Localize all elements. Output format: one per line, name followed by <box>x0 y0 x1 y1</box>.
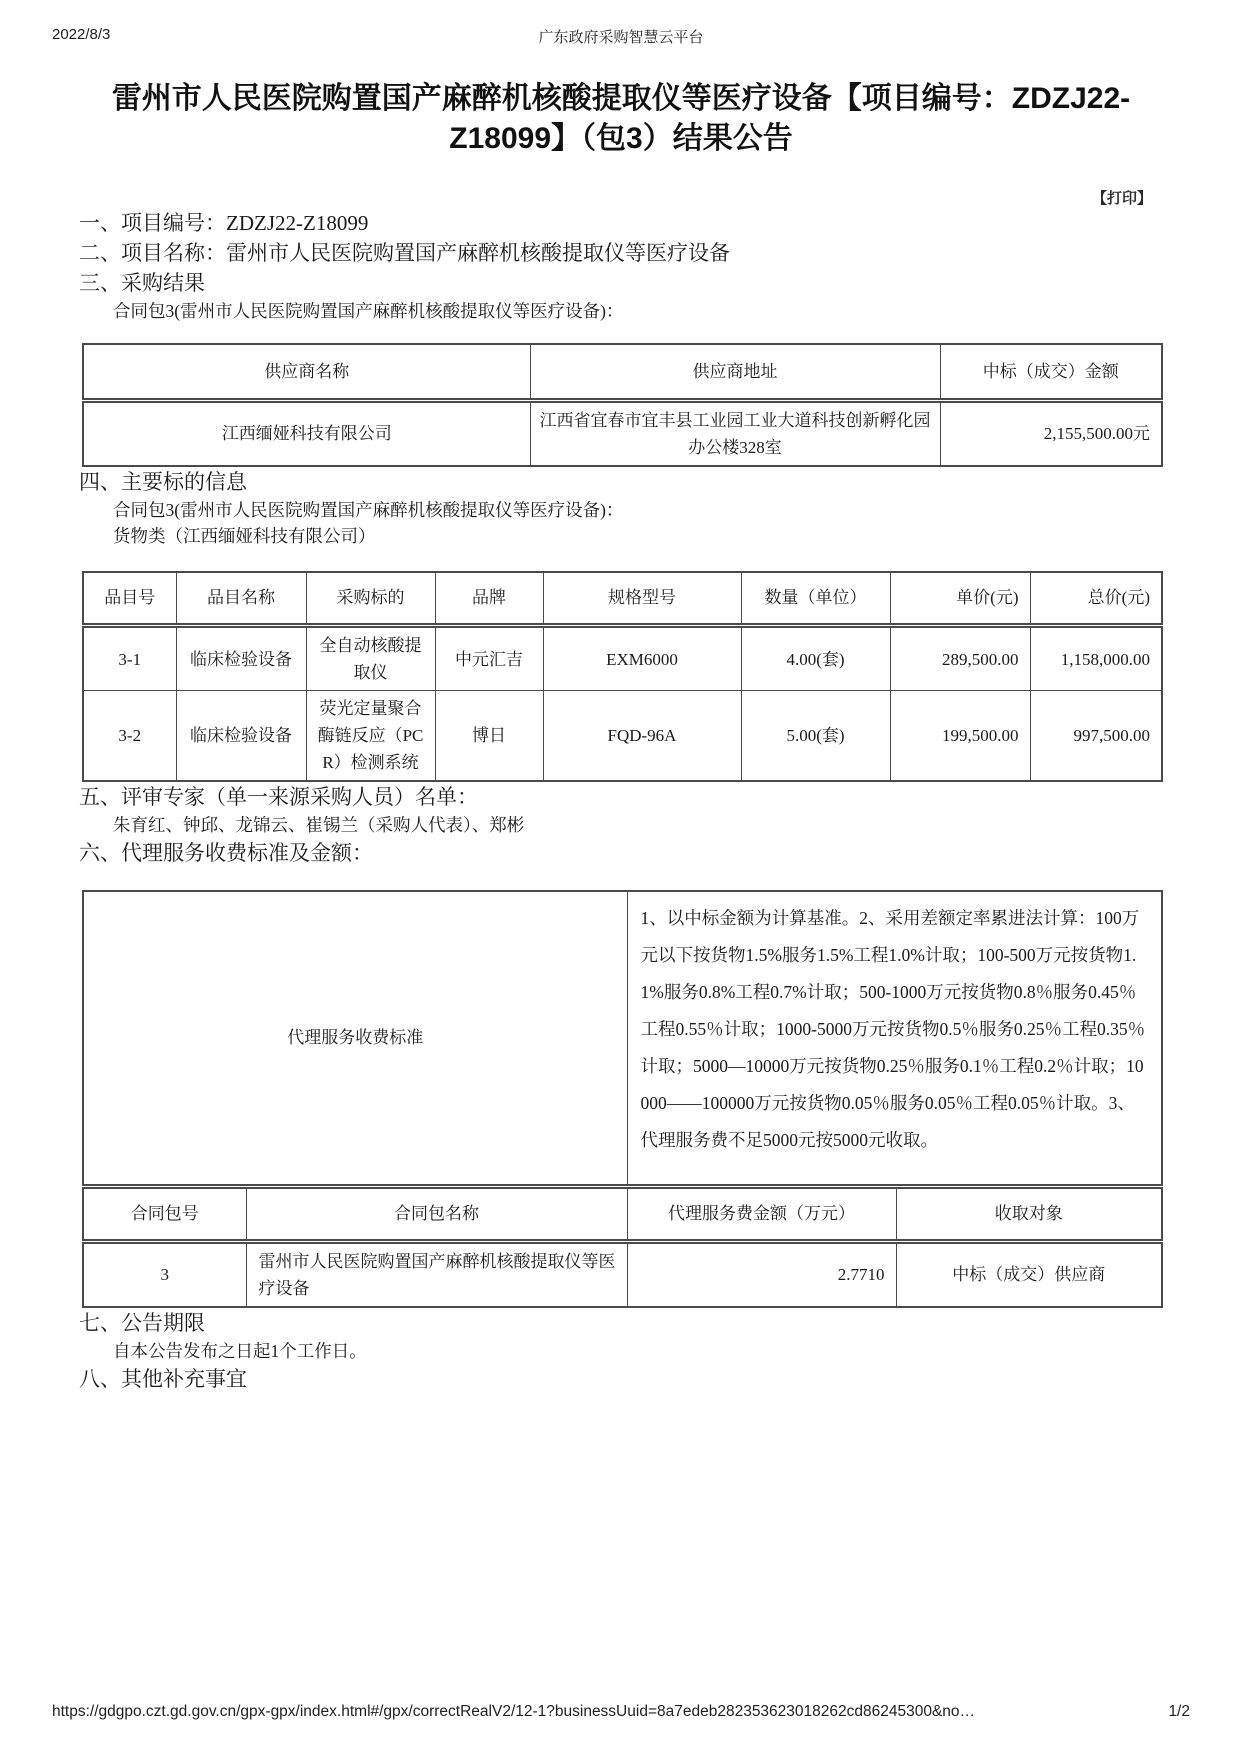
footer-url: https://gdgpo.czt.gd.gov.cn/gpx-gpx/index.html#/gpx/correctRealV2/12-1?businessUuid=8a7edeb282353623018262cd86245300&no… <box>52 1703 976 1720</box>
page-title: 雷州市人民医院购置国产麻醉机核酸提取仪等医疗设备【项目编号：ZDZJ22-Z18099】（包3）结果公告 <box>111 82 1131 155</box>
site-name: 广东政府采购智慧云平台 <box>538 29 704 46</box>
item-category-cell: 临床检验设备 <box>176 691 306 782</box>
column-header: 单价(元) <box>890 572 1030 626</box>
column-header: 数量（单位） <box>741 572 890 626</box>
column-header: 规格型号 <box>543 572 741 626</box>
section-heading-subject: 四、主要标的信息 <box>79 469 247 494</box>
agency-fee-data-row <box>83 1241 1162 1307</box>
experts-names: 朱育红、钟邱、龙锦云、崔锡兰（采购人代表）、郑彬 <box>113 815 525 835</box>
supplier-name-cell: 江西缅娅科技有限公司 <box>83 400 530 466</box>
print-button[interactable]: 【打印】 <box>1091 191 1152 207</box>
supplier-address-cell: 江西省宜春市宜丰县工业园工业大道科技创新孵化园办公楼328室 <box>530 400 940 466</box>
section-heading-other: 八、其他补充事宜 <box>79 1366 247 1391</box>
agency-fee-table <box>82 890 1163 1308</box>
agency-fee-header-row <box>83 1186 1162 1241</box>
column-header: 供应商地址 <box>530 344 940 400</box>
column-header: 采购标的 <box>306 572 435 626</box>
result-intro: 合同包3(雷州市人民医院购置国产麻醉机核酸提取仪等医疗设备)： <box>113 301 624 321</box>
fee-standard-label-cell: 代理服务收费标准 <box>83 891 627 1186</box>
subject-category: 货物类（江西缅娅科技有限公司） <box>113 525 376 546</box>
items-table-header-row <box>83 572 1162 626</box>
item-subject-cell: 全自动核酸提取仪 <box>306 626 435 691</box>
package-no-cell: 3 <box>83 1241 246 1307</box>
section-heading-notice-period: 七、公告期限 <box>79 1310 205 1335</box>
column-header: 中标（成交）金额 <box>940 344 1162 400</box>
print-row <box>0 187 1242 208</box>
column-header: 收取对象 <box>896 1186 1162 1241</box>
item-total-price-cell: 1,158,000.00 <box>1030 626 1162 691</box>
package-name-cell: 雷州市人民医院购置国产麻醉机核酸提取仪等医疗设备 <box>246 1241 627 1307</box>
section-heading-result: 三、采购结果 <box>79 271 205 295</box>
column-header: 代理服务费金额（万元） <box>627 1186 896 1241</box>
item-unit-price-cell: 289,500.00 <box>890 626 1030 691</box>
column-header: 供应商名称 <box>83 344 530 400</box>
items-table <box>82 571 1163 783</box>
supplier-table-header-row <box>83 344 1162 400</box>
item-brand-cell: 中元汇吉 <box>435 626 543 691</box>
column-header: 品目名称 <box>176 572 306 626</box>
item-no-cell: 3-1 <box>83 626 176 691</box>
supplier-table <box>82 343 1163 467</box>
page-indicator: 1/2 <box>1168 1703 1190 1720</box>
document-body <box>0 208 1242 1394</box>
item-unit-price-cell: 199,500.00 <box>890 691 1030 782</box>
column-header: 品牌 <box>435 572 543 626</box>
item-category-cell: 临床检验设备 <box>176 626 306 691</box>
section-heading-project-no: 一、项目编号：ZDZJ22-Z18099 <box>79 211 369 235</box>
item-no-cell: 3-2 <box>83 691 176 782</box>
supplier-table-row <box>83 400 1162 466</box>
award-amount-cell: 2,155,500.00元 <box>940 400 1162 466</box>
column-header: 总价(元) <box>1030 572 1162 626</box>
item-total-price-cell: 997,500.00 <box>1030 691 1162 782</box>
agency-fee-standard-row <box>83 891 1162 1186</box>
item-model-cell: EXM6000 <box>543 626 741 691</box>
page-date: 2022/8/3 <box>52 26 111 43</box>
item-qty-cell: 5.00(套) <box>741 691 890 782</box>
items-table-row <box>83 691 1162 782</box>
agency-fee-amount-cell: 2.7710 <box>627 1241 896 1307</box>
item-subject-cell: 荧光定量聚合酶链反应（PCR）检测系统 <box>306 691 435 782</box>
column-header: 合同包名称 <box>246 1186 627 1241</box>
column-header: 合同包号 <box>83 1186 246 1241</box>
print-header <box>0 0 1242 47</box>
item-model-cell: FQD-96A <box>543 691 741 782</box>
subject-intro: 合同包3(雷州市人民医院购置国产麻醉机核酸提取仪等医疗设备)： <box>113 499 624 520</box>
section-heading-experts: 五、评审专家（单一来源采购人员）名单： <box>79 785 478 809</box>
items-table-row <box>83 626 1162 691</box>
column-header: 品目号 <box>83 572 176 626</box>
section-heading-agency-fee: 六、代理服务收费标准及金额： <box>79 841 373 865</box>
item-qty-cell: 4.00(套) <box>741 626 890 691</box>
fee-payer-cell: 中标（成交）供应商 <box>896 1241 1162 1307</box>
fee-standard-text-cell: 1、以中标金额为计算基准。2、采用差额定率累进法计算：100万元以下按货物1.5%服务1.5%工程1.0%计取；100-500万元按货物1.1%服务0.8%工程0.7%计取；500-1000万元按货物0.8％服务0.45％工程0.55％计取；1000-5000万元按货物0.5％服务0.25％工程0.35％计取；5000—10000万元按货物0.25％服务0.1％工程0.2％计取；10000——100000万元按货物0.05％服务0.05％工程0.05％计取。3、代理服务费不足5000元按5000元收取。 <box>627 891 1162 1186</box>
print-footer <box>0 1703 1242 1721</box>
item-brand-cell: 博日 <box>435 691 543 782</box>
notice-period-text: 自本公告发布之日起1个工作日。 <box>113 1340 367 1361</box>
section-heading-project-name: 二、项目名称：雷州市人民医院购置国产麻醉机核酸提取仪等医疗设备 <box>79 241 730 265</box>
